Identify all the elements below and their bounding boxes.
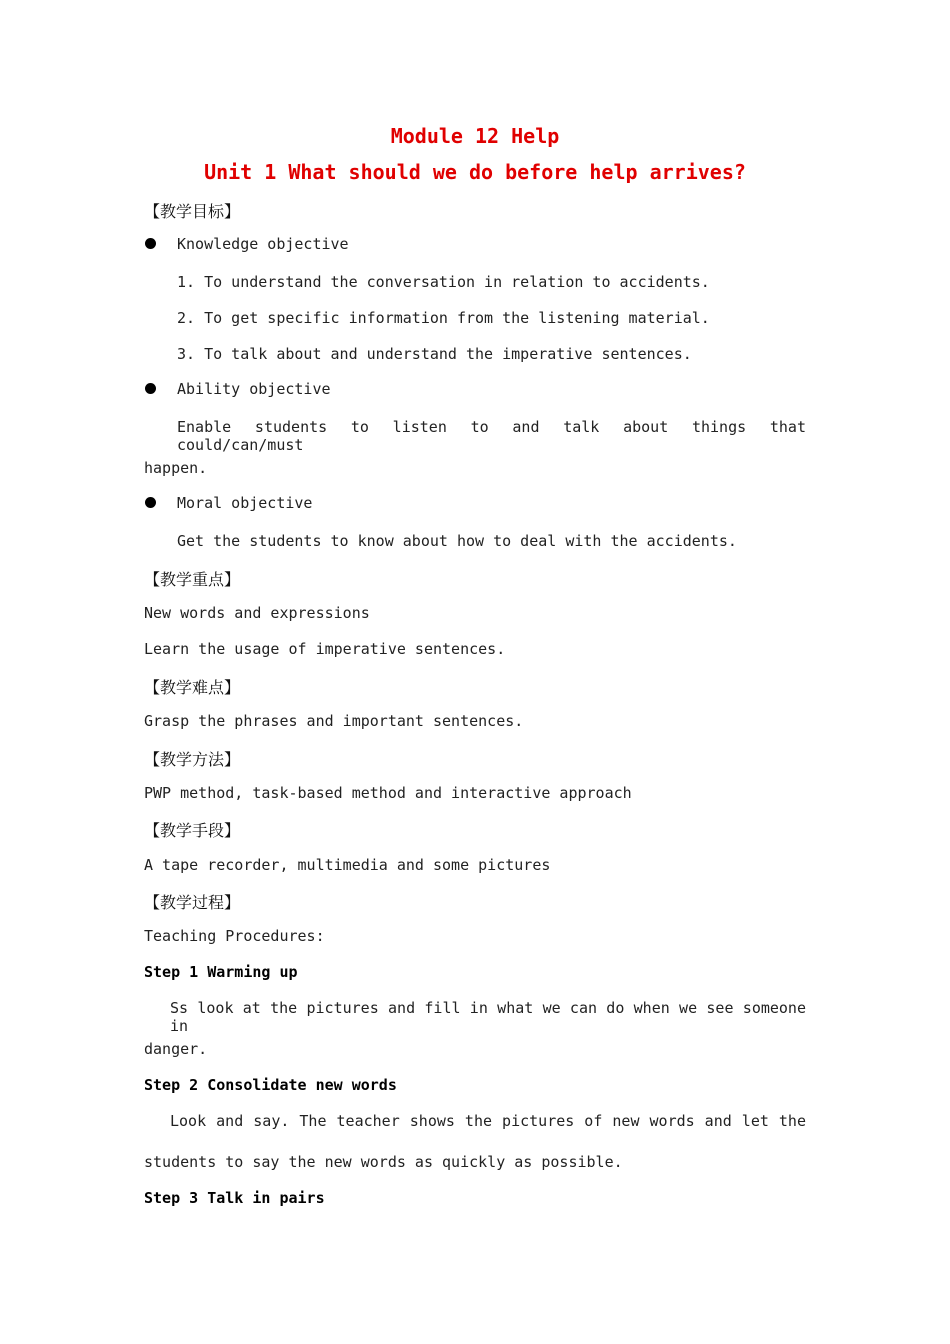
step-text: Look and say. The teacher shows the pictures of new words and let the xyxy=(170,1112,806,1130)
key-point-item: Learn the usage of imperative sentences. xyxy=(144,640,506,658)
module-title: Module 12 Help xyxy=(390,124,560,148)
process-heading: 【教学过程】 xyxy=(144,893,241,912)
key-point-item: New words and expressions xyxy=(144,604,370,622)
step-title: Step 3 Talk in pairs xyxy=(144,1189,325,1207)
ability-objective-text: Enable students to listen to and talk about things that could/can/must xyxy=(177,418,806,454)
objectives-heading: 【教学目标】 xyxy=(144,202,241,221)
knowledge-item: 2. To get specific information from the listening material. xyxy=(177,309,710,327)
step-text-cont: danger. xyxy=(144,1040,208,1058)
ability-objective-text-cont: happen. xyxy=(144,459,208,477)
step-text-cont: students to say the new words as quickly as possible. xyxy=(144,1153,623,1171)
key-points-heading: 【教学重点】 xyxy=(144,570,241,589)
bullet-icon xyxy=(145,497,156,508)
difficulties-heading: 【教学难点】 xyxy=(144,678,241,697)
step-title: Step 2 Consolidate new words xyxy=(144,1076,397,1094)
knowledge-objective-label: Knowledge objective xyxy=(177,235,349,253)
bullet-icon xyxy=(145,238,156,249)
procedures-label: Teaching Procedures: xyxy=(144,927,325,945)
methods-text: PWP method, task-based method and interactive approach xyxy=(144,784,632,802)
knowledge-item: 3. To talk about and understand the imperative sentences. xyxy=(177,345,692,363)
means-text: A tape recorder, multimedia and some pictures xyxy=(144,856,551,874)
difficulties-text: Grasp the phrases and important sentences. xyxy=(144,712,524,730)
step-title: Step 1 Warming up xyxy=(144,963,298,981)
bullet-icon xyxy=(145,383,156,394)
methods-heading: 【教学方法】 xyxy=(144,750,241,769)
step-text: Ss look at the pictures and fill in what we can do when we see someone in xyxy=(170,999,806,1035)
moral-objective-label: Moral objective xyxy=(177,494,313,512)
knowledge-item: 1. To understand the conversation in relation to accidents. xyxy=(177,273,710,291)
ability-objective-label: Ability objective xyxy=(177,380,331,398)
moral-objective-text: Get the students to know about how to deal with the accidents. xyxy=(177,532,737,550)
unit-title: Unit 1 What should we do before help arrives? xyxy=(204,160,746,184)
means-heading: 【教学手段】 xyxy=(144,821,241,840)
